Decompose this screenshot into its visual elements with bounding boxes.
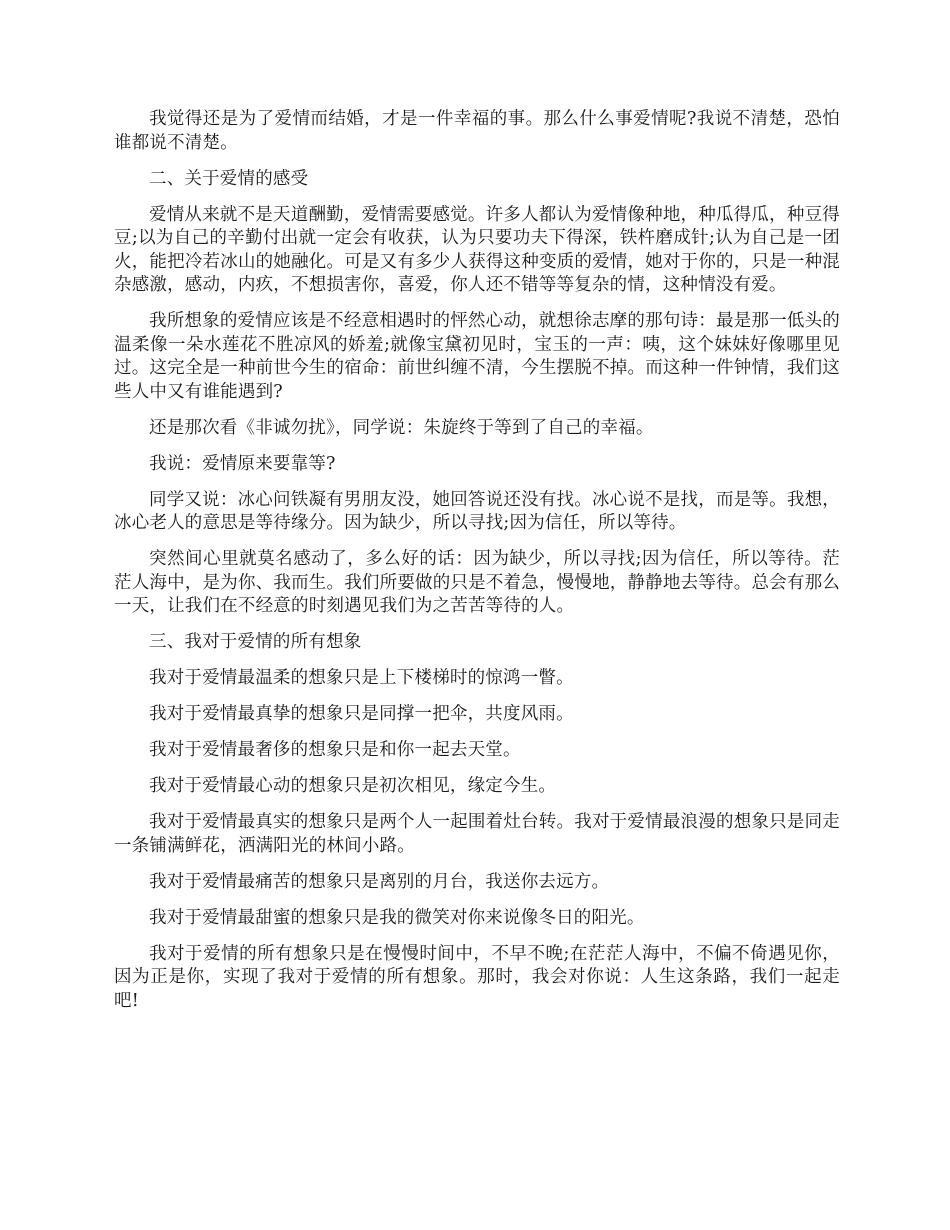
paragraph-most-luxurious: 我对于爱情最奢侈的想象只是和你一起去天堂。 xyxy=(149,740,521,760)
paragraph-most-heartfelt: 我对于爱情最心动的想象只是初次相见，缘定今生。 xyxy=(149,776,557,796)
paragraph-bingxin: 同学又说：冰心问铁凝有男朋友没，她回答说还没有找。冰心说不是找，而是等。我想，冰心老人的意思是等待缘分。因为缺少，所以寻找;因为信任，所以等待。 xyxy=(114,489,840,533)
paragraph-gentlest: 我对于爱情最温柔的想象只是上下楼梯时的惊鸿一瞥。 xyxy=(149,668,574,688)
paragraph-waiting-question: 我说：爱情原来要靠等? xyxy=(149,453,336,474)
paragraph-most-painful: 我对于爱情最痛苦的想象只是离别的月台，我送你去远方。 xyxy=(149,871,610,892)
paragraph-fei-cheng-wu-rao: 还是那次看《非诚勿扰》，同学说：朱旋终于等到了自己的幸福。 xyxy=(149,417,654,438)
paragraph-intro: 我觉得还是为了爱情而结婚，才是一件幸福的事。那么什么事爱情呢?我说不清楚，恐怕谁都说不清楚。 xyxy=(114,109,840,153)
paragraph-moved: 突然间心里就莫名感动了，多么好的话：因为缺少，所以寻找;因为信任，所以等待。茫茫人海中，是为你、我而生。我们所要做的只是不着急，慢慢地，静静地去等待。总会有那么一天，让我们在不经意的时刻遇见我们为之苦苦等待的人。 xyxy=(114,549,840,616)
paragraph-sweetest: 我对于爱情最甜蜜的想象只是我的微笑对你来说像冬日的阳光。 xyxy=(149,907,645,928)
paragraph-most-real: 我对于爱情最真实的想象只是两个人一起围着灶台转。我对于爱情最浪漫的想象只是同走一条铺满鲜花，洒满阳光的林间小路。 xyxy=(114,812,840,856)
paragraph-sincerest: 我对于爱情最真挚的想象只是同撑一把伞，共度风雨。 xyxy=(149,704,574,724)
section-heading-imaginations: 三、我对于爱情的所有想象 xyxy=(149,632,362,652)
document-body xyxy=(114,108,840,1026)
section-heading-feelings: 二、关于爱情的感受 xyxy=(149,168,309,189)
paragraph-imagined-love: 我所想象的爱情应该是不经意相遇时的怦然心动，就想徐志摩的那句诗：最是那一低头的温柔像一朵水莲花不胜凉风的娇羞;就像宝黛初见时，宝玉的一声：咦，这个妹妹好像哪里见过。这完全是一种前世今生的宿命：前世纠缠不清，今生摆脱不掉。而这种一件钟情，我们这些人中又有谁能遇到? xyxy=(114,311,840,402)
paragraph-all-imaginations: 我对于爱情的所有想象只是在慢慢时间中，不早不晚;在茫茫人海中，不偏不倚遇见你，因为正是你，实现了我对于爱情的所有想象。那时，我会对你说：人生这条路，我们一起走吧! xyxy=(114,943,840,1011)
paragraph-love-feeling: 爱情从来就不是天道酬勤，爱情需要感觉。许多人都认为爱情像种地，种瓜得瓜，种豆得豆;以为自己的辛勤付出就一定会有收获，认为只要功夫下得深，铁杵磨成针;认为自己是一团火，能把冷若冰山的她融化。可是又有多少人获得这种变质的爱情，她对于你的，只是一种混杂感激，感动，内疚，不想损害你，喜爱，你人还不错等等复杂的情，这种情没有爱。 xyxy=(114,204,840,295)
